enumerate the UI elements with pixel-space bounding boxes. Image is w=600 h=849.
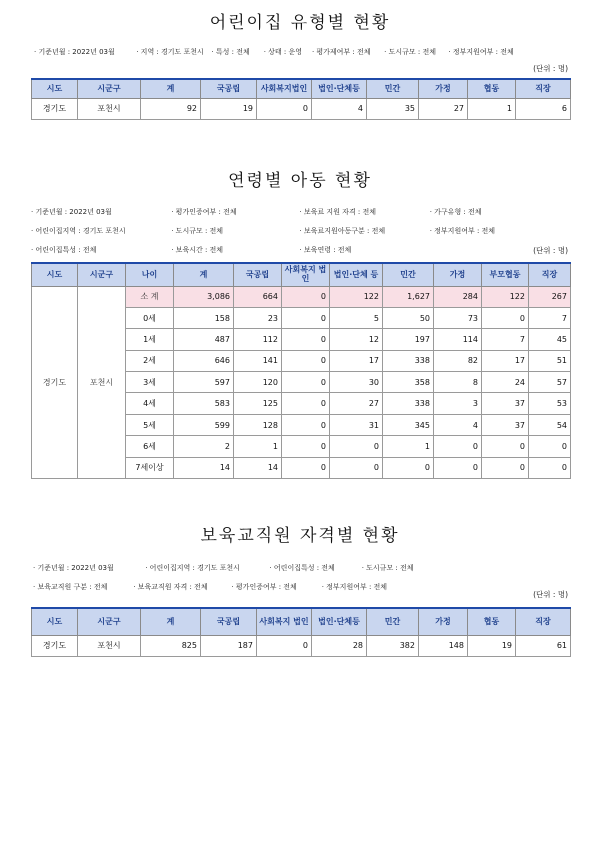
- cell-age: 4세: [126, 393, 174, 414]
- col-header: 나이: [126, 263, 174, 286]
- cell: 50: [383, 307, 434, 328]
- cell: 141: [234, 350, 282, 371]
- cell: 0: [282, 436, 330, 457]
- col-header: 국공립: [201, 79, 257, 98]
- cell: 583: [174, 393, 234, 414]
- filter: · 보육교직원 구분 : 전체: [33, 583, 108, 591]
- filter: · 도시규모 : 전체: [361, 564, 414, 572]
- table-row: [32, 635, 571, 657]
- col-header: 가정: [434, 263, 482, 286]
- cell-sido: 경기도: [32, 286, 78, 479]
- cell: 122: [330, 286, 383, 307]
- cell: 487: [174, 329, 234, 350]
- cell-sido: 경기도: [32, 98, 78, 120]
- cell: 125: [234, 393, 282, 414]
- col-header: 시군구: [78, 263, 126, 286]
- section2-filters-row3: [31, 245, 351, 255]
- col-header: 가정: [419, 79, 468, 98]
- cell: 37: [482, 393, 529, 414]
- cell: 2: [174, 436, 234, 457]
- col-header: 사회복지법인: [257, 79, 312, 98]
- cell: 3: [434, 393, 482, 414]
- cell: 825: [141, 635, 201, 657]
- cell: 0: [282, 372, 330, 393]
- cell-age: 6세: [126, 436, 174, 457]
- filter: · 도시규모 : 전체: [384, 48, 437, 56]
- cell: 5: [330, 307, 383, 328]
- cell: 338: [383, 350, 434, 371]
- cell: 1,627: [383, 286, 434, 307]
- cell: 1: [234, 436, 282, 457]
- cell: 0: [482, 457, 529, 478]
- filter: · 보육시간 : 전체: [171, 246, 224, 254]
- col-header: 시군구: [78, 608, 141, 635]
- cell: 284: [434, 286, 482, 307]
- cell: 0: [257, 635, 312, 657]
- col-header: 시도: [32, 263, 78, 286]
- cell: 0: [529, 436, 571, 457]
- cell: 646: [174, 350, 234, 371]
- cell: 7: [529, 307, 571, 328]
- cell-age: 7세이상: [126, 457, 174, 478]
- section2-title: 연령별 아동 현황: [228, 171, 372, 191]
- cell: 82: [434, 350, 482, 371]
- cell: 122: [482, 286, 529, 307]
- section3-filters-row1: [33, 563, 414, 573]
- cell: 7: [482, 329, 529, 350]
- cell: 31: [330, 414, 383, 435]
- table-row: [32, 98, 571, 120]
- section1-title: 어린이집 유형별 현황: [209, 13, 391, 33]
- cell: 14: [234, 457, 282, 478]
- col-header: 법인·단체등: [312, 79, 367, 98]
- filter: · 평가인증여부 : 전체: [171, 208, 237, 216]
- cell: 12: [330, 329, 383, 350]
- col-header: 직장: [529, 263, 571, 286]
- filter: · 정부지원여부 : 전체: [429, 227, 496, 235]
- cell-sigungu: 포천시: [78, 635, 141, 657]
- col-header: 협동: [468, 79, 516, 98]
- cell-age: 3세: [126, 372, 174, 393]
- cell: 0: [282, 350, 330, 371]
- cell-age: 1세: [126, 329, 174, 350]
- cell: 0: [330, 436, 383, 457]
- cell: 51: [529, 350, 571, 371]
- filter: · 상태 : 운영: [263, 48, 303, 56]
- cell: 267: [529, 286, 571, 307]
- cell: 0: [529, 457, 571, 478]
- cell: 8: [434, 372, 482, 393]
- cell: 597: [174, 372, 234, 393]
- filter: · 도시규모 : 전체: [171, 227, 224, 235]
- cell: 0: [282, 286, 330, 307]
- section3-title: 보육교직원 자격별 현황: [200, 526, 400, 546]
- cell: 0: [330, 457, 383, 478]
- col-header: 직장: [516, 608, 571, 635]
- cell-sigungu: 포천시: [78, 286, 126, 479]
- cell: 19: [468, 635, 516, 657]
- filter: · 보육료 지원 자격 : 전체: [299, 208, 377, 216]
- col-header: 시군구: [78, 79, 141, 98]
- filter: · 정부지원여부 : 전체: [448, 48, 514, 56]
- cell: 53: [529, 393, 571, 414]
- cell: 4: [434, 414, 482, 435]
- cell: 148: [419, 635, 468, 657]
- cell: 0: [482, 307, 529, 328]
- cell: 158: [174, 307, 234, 328]
- filter: · 지역 : 경기도 포천시: [136, 48, 204, 56]
- cell: 0: [482, 436, 529, 457]
- cell: 1: [468, 98, 516, 120]
- col-header: 시도: [32, 608, 78, 635]
- col-header: 계: [174, 263, 234, 286]
- cell: 0: [434, 457, 482, 478]
- filter: · 보육교직원 자격 : 전체: [133, 583, 208, 591]
- filter: · 특성 : 전체: [211, 48, 250, 56]
- cell: 54: [529, 414, 571, 435]
- section2-unit: (단위 : 명): [533, 246, 568, 255]
- cell: 17: [330, 350, 383, 371]
- cell: 14: [174, 457, 234, 478]
- cell: 35: [367, 98, 419, 120]
- filter: · 보육료지원아동구분 : 전체: [299, 227, 386, 235]
- cell: 61: [516, 635, 571, 657]
- cell: 0: [282, 414, 330, 435]
- filter: · 평가인증여부 : 전체: [231, 583, 297, 591]
- filter: · 기준년월 : 2022년 03월: [33, 564, 114, 572]
- filter: · 기준년월 : 2022년 03월: [34, 48, 115, 56]
- cell-age: 2세: [126, 350, 174, 371]
- cell: 120: [234, 372, 282, 393]
- filter: · 보육연령 : 전체: [299, 246, 352, 254]
- age-table: [31, 262, 571, 479]
- filter: · 정부지원여부 : 전체: [321, 583, 388, 591]
- cell: 0: [282, 393, 330, 414]
- cell: 19: [201, 98, 257, 120]
- cell: 0: [383, 457, 434, 478]
- cell: 114: [434, 329, 482, 350]
- col-header: 국공립: [234, 263, 282, 286]
- cell-age: 0세: [126, 307, 174, 328]
- cell: 57: [529, 372, 571, 393]
- filter: · 평가제여부 : 전체: [311, 48, 371, 56]
- table-row-subtotal: [32, 286, 571, 307]
- section1-unit: (단위 : 명): [533, 64, 568, 73]
- cell: 187: [201, 635, 257, 657]
- section3-filters-row2: [33, 582, 387, 592]
- filter: · 기준년월 : 2022년 03월: [31, 208, 112, 216]
- cell: 0: [434, 436, 482, 457]
- cell-age: 5세: [126, 414, 174, 435]
- cell: 24: [482, 372, 529, 393]
- col-header: 계: [141, 79, 201, 98]
- col-header: 국공립: [201, 608, 257, 635]
- col-header: 민간: [383, 263, 434, 286]
- col-header: 직장: [516, 79, 571, 98]
- col-header: 협동: [468, 608, 516, 635]
- cell: 3,086: [174, 286, 234, 307]
- section1-filters: [34, 47, 514, 57]
- section2-filters-row2: [31, 226, 495, 236]
- cell: 338: [383, 393, 434, 414]
- cell: 30: [330, 372, 383, 393]
- cell: 0: [282, 307, 330, 328]
- filter: · 어린이집지역 : 경기도 포천시: [31, 227, 126, 235]
- cell: 6: [516, 98, 571, 120]
- filter: · 어린이집지역 : 경기도 포천시: [145, 564, 240, 572]
- cell: 17: [482, 350, 529, 371]
- cell: 4: [312, 98, 367, 120]
- cell: 112: [234, 329, 282, 350]
- col-header: 법인·단체등: [312, 608, 367, 635]
- filter: · 가구유형 : 전체: [429, 208, 482, 216]
- cell: 45: [529, 329, 571, 350]
- col-header: 계: [141, 608, 201, 635]
- col-header: 시도: [32, 79, 78, 98]
- col-header: 사회복지 법인: [257, 608, 312, 635]
- cell-sido: 경기도: [32, 635, 78, 657]
- cell-sigungu: 포천시: [78, 98, 141, 120]
- cell: 128: [234, 414, 282, 435]
- cell: 1: [383, 436, 434, 457]
- filter: · 어린이집특성 : 전체: [269, 564, 335, 572]
- cell-age: 소 계: [126, 286, 174, 307]
- cell: 382: [367, 635, 419, 657]
- col-header: 가정: [419, 608, 468, 635]
- cell: 664: [234, 286, 282, 307]
- cell: 27: [330, 393, 383, 414]
- cell: 92: [141, 98, 201, 120]
- cell: 73: [434, 307, 482, 328]
- section3-unit: (단위 : 명): [533, 590, 568, 599]
- cell: 0: [257, 98, 312, 120]
- filter: · 어린이집특성 : 전체: [31, 246, 97, 254]
- col-header: 민간: [367, 608, 419, 635]
- cell: 28: [312, 635, 367, 657]
- staff-qualification-table: [31, 607, 571, 657]
- cell: 599: [174, 414, 234, 435]
- cell: 27: [419, 98, 468, 120]
- section2-filters-row1: [31, 207, 482, 217]
- col-header: 법인·단체 등: [330, 263, 383, 286]
- cell: 0: [282, 329, 330, 350]
- col-header: 부모협동: [482, 263, 529, 286]
- cell: 345: [383, 414, 434, 435]
- cell: 37: [482, 414, 529, 435]
- facility-type-table: [31, 78, 571, 120]
- cell: 0: [282, 457, 330, 478]
- col-header: 사회복지 법인: [282, 263, 330, 286]
- cell: 358: [383, 372, 434, 393]
- cell: 23: [234, 307, 282, 328]
- cell: 197: [383, 329, 434, 350]
- col-header: 민간: [367, 79, 419, 98]
